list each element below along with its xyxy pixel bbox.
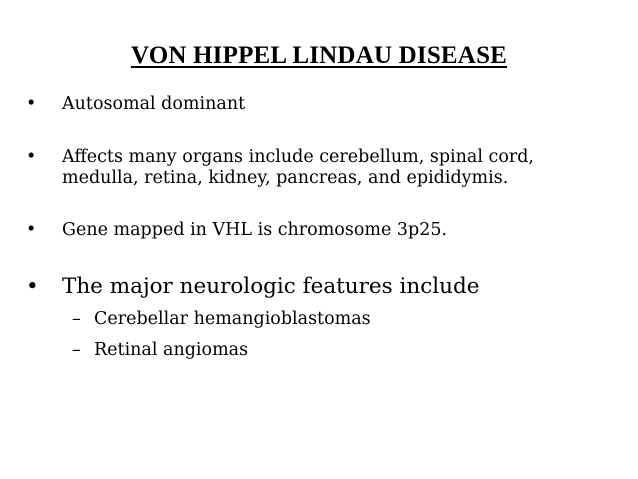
sub-bullet-text: Retinal angiomas [94,340,249,360]
bullet-text: Autosomal dominant [62,94,246,114]
bullet-marker: • [26,94,37,114]
bullet-marker: • [26,274,39,299]
slide-title: VON HIPPEL LINDAU DISEASE [130,42,508,69]
bullet-text: The major neurologic features include [62,274,480,299]
bullet-marker: • [26,147,37,167]
sub-bullet-marker: – [72,340,81,360]
bullet-text: Gene mapped in VHL is chromosome 3p25. [62,220,448,240]
bullet-text: Affects many organs include cerebellum, spinal cord, medulla, retina, kidney, pancreas, and epididymis. [62,147,534,188]
sub-bullet-text: Cerebellar hemangioblastomas [94,309,371,329]
bullet-item [26,147,616,189]
sub-bullet-marker: – [72,309,81,329]
sub-bullet-item [72,340,612,361]
bullet-item [26,94,616,115]
bullet-item [26,220,616,241]
bullet-item [26,274,616,300]
sub-bullet-item [72,309,612,330]
bullet-marker: • [26,220,37,240]
